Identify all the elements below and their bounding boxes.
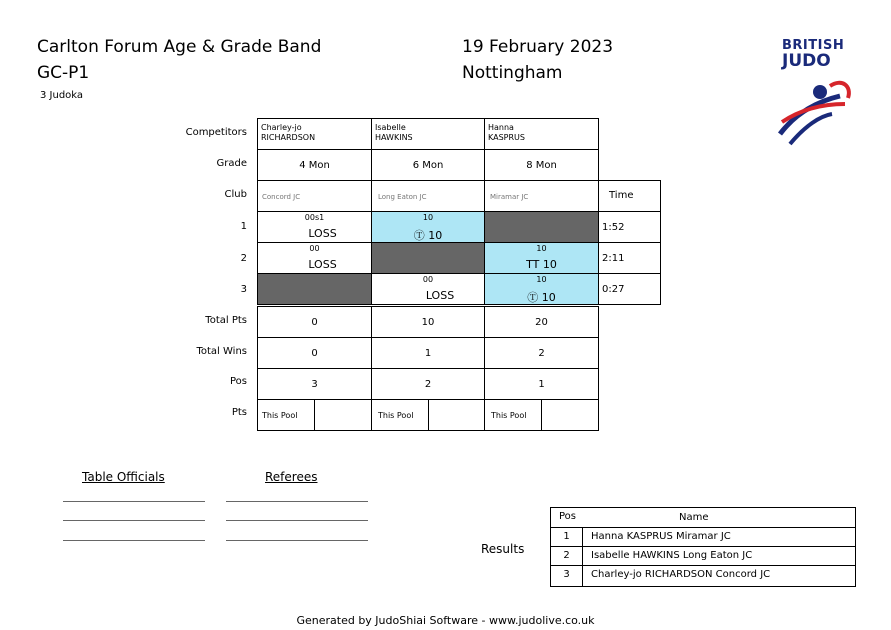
match-score: 10 — [422, 213, 434, 222]
club-cell — [484, 180, 599, 212]
pts-divider — [314, 400, 315, 430]
logo-line1: BRITISH — [782, 38, 845, 53]
event-title: Carlton Forum Age & Grade Band — [37, 37, 322, 57]
judoka-count: 3 Judoka — [40, 90, 84, 101]
logo-line2: JUDO — [782, 51, 831, 71]
match-score: 00 — [309, 244, 320, 253]
pool-name: GC-P1 — [37, 63, 90, 83]
label-row-2: 2 — [240, 253, 247, 264]
match-cell — [371, 273, 485, 305]
pos-value: 3 — [311, 379, 318, 390]
total-wins-value: 1 — [424, 348, 432, 359]
total-pts-cell — [484, 306, 599, 338]
match-cell-blank — [257, 273, 372, 305]
results-row-name: Isabelle HAWKINS Long Eaton JC — [591, 550, 753, 561]
match-cell-win — [371, 211, 485, 243]
pos-value: 2 — [424, 379, 432, 390]
table-officials-label: Table Officials — [82, 470, 165, 484]
time-header-cell — [598, 180, 661, 212]
total-pts-value: 20 — [535, 317, 548, 328]
results-row — [550, 528, 856, 547]
pos-cell — [484, 368, 599, 400]
competitor-first-name: Isabelle — [375, 123, 406, 132]
results-row-pos: 2 — [551, 547, 583, 565]
club-value: Long Eaton JC — [378, 193, 427, 201]
grade-value: 8 Mon — [526, 160, 557, 171]
match-result: TT 10 — [526, 258, 557, 271]
results-row — [550, 566, 856, 587]
grade-cell — [257, 149, 372, 181]
label-total-pts: Total Pts — [205, 315, 247, 326]
match-score: 10 — [536, 275, 547, 284]
footer-text: Generated by JudoShiai Software - www.judolive.co.uk — [296, 614, 595, 627]
signature-line — [226, 520, 368, 521]
competitor-first-name: Charley-jo — [261, 123, 302, 132]
total-pts-value: 0 — [311, 317, 318, 328]
match-result: LOSS — [425, 289, 455, 302]
time-value: 2:11 — [602, 253, 625, 264]
match-cell-blank — [371, 242, 485, 274]
match-score: 00 — [422, 275, 434, 284]
label-row-3: 3 — [240, 284, 247, 295]
match-result: Ⓣ 10 — [527, 291, 556, 304]
club-value: Concord JC — [262, 193, 301, 201]
pts-cell — [484, 399, 599, 431]
results-pos-header: Pos — [559, 511, 577, 522]
total-wins-cell — [484, 337, 599, 369]
signature-line — [63, 540, 205, 541]
match-cell — [257, 211, 372, 243]
results-header — [550, 507, 856, 528]
total-pts-value: 10 — [421, 317, 435, 328]
total-wins-value: 2 — [538, 348, 545, 359]
this-pool-label: This Pool — [378, 411, 414, 420]
time-value: 0:27 — [602, 284, 625, 295]
grade-cell — [371, 149, 485, 181]
this-pool-label: This Pool — [491, 411, 527, 420]
pts-cell — [257, 399, 372, 431]
competitor-first-name: Hanna — [488, 123, 514, 132]
british-judo-logo — [770, 38, 860, 148]
total-pts-cell — [371, 306, 485, 338]
match-score: 00s1 — [304, 213, 325, 222]
time-cell — [598, 273, 661, 305]
label-total-wins: Total Wins — [196, 346, 247, 357]
label-club: Club — [224, 189, 247, 200]
match-result: LOSS — [308, 258, 337, 271]
total-wins-cell — [371, 337, 485, 369]
club-value: Miramar JC — [490, 193, 529, 201]
match-cell — [257, 242, 372, 274]
match-score: 10 — [536, 244, 547, 253]
pts-cell — [371, 399, 485, 431]
total-wins-cell — [257, 337, 372, 369]
signature-line — [226, 501, 368, 502]
grade-cell — [484, 149, 599, 181]
time-cell — [598, 211, 661, 243]
pos-value: 1 — [538, 379, 545, 390]
club-cell — [371, 180, 485, 212]
event-location: Nottingham — [462, 63, 563, 83]
competitor-last-name: RICHARDSON — [261, 133, 316, 142]
grade-value: 4 Mon — [299, 160, 330, 171]
competitor-last-name: KASPRUS — [488, 133, 525, 142]
results-row-name: Hanna KASPRUS Miramar JC — [591, 531, 731, 542]
time-cell — [598, 242, 661, 274]
pos-cell — [371, 368, 485, 400]
club-cell — [257, 180, 372, 212]
results-row-pos: 3 — [551, 566, 583, 586]
label-competitors: Competitors — [185, 127, 247, 138]
label-row-1: 1 — [240, 221, 247, 232]
competitor-name-cell — [484, 118, 599, 150]
signature-line — [63, 520, 205, 521]
grade-value: 6 Mon — [412, 160, 444, 171]
signature-line — [226, 540, 368, 541]
label-pos: Pos — [229, 376, 247, 387]
competitor-name-cell — [257, 118, 372, 150]
match-cell-win — [484, 242, 599, 274]
competitor-name-cell — [371, 118, 485, 150]
competitor-last-name: HAWKINS — [375, 133, 413, 142]
total-pts-cell — [257, 306, 372, 338]
results-row-pos: 1 — [551, 528, 583, 546]
time-header: Time — [609, 190, 634, 201]
results-label: Results — [481, 542, 525, 556]
total-wins-value: 0 — [311, 348, 318, 359]
pts-divider — [541, 400, 542, 430]
judoka-logo-icon — [770, 74, 860, 149]
results-row-name: Charley-jo RICHARDSON Concord JC — [591, 569, 771, 580]
match-cell-win — [484, 273, 599, 305]
results-row — [550, 547, 856, 566]
referees-label: Referees — [265, 470, 318, 484]
time-value: 1:52 — [602, 222, 625, 233]
pts-divider — [428, 400, 429, 430]
match-result: LOSS — [308, 227, 337, 240]
results-name-header: Name — [679, 512, 709, 523]
match-result: Ⓣ 10 — [413, 229, 443, 242]
signature-line — [63, 501, 205, 502]
event-date: 19 February 2023 — [462, 37, 614, 57]
label-pts: Pts — [231, 407, 247, 418]
match-cell-blank — [484, 211, 599, 243]
pos-cell — [257, 368, 372, 400]
label-grade: Grade — [216, 158, 247, 169]
this-pool-label: This Pool — [262, 411, 298, 420]
